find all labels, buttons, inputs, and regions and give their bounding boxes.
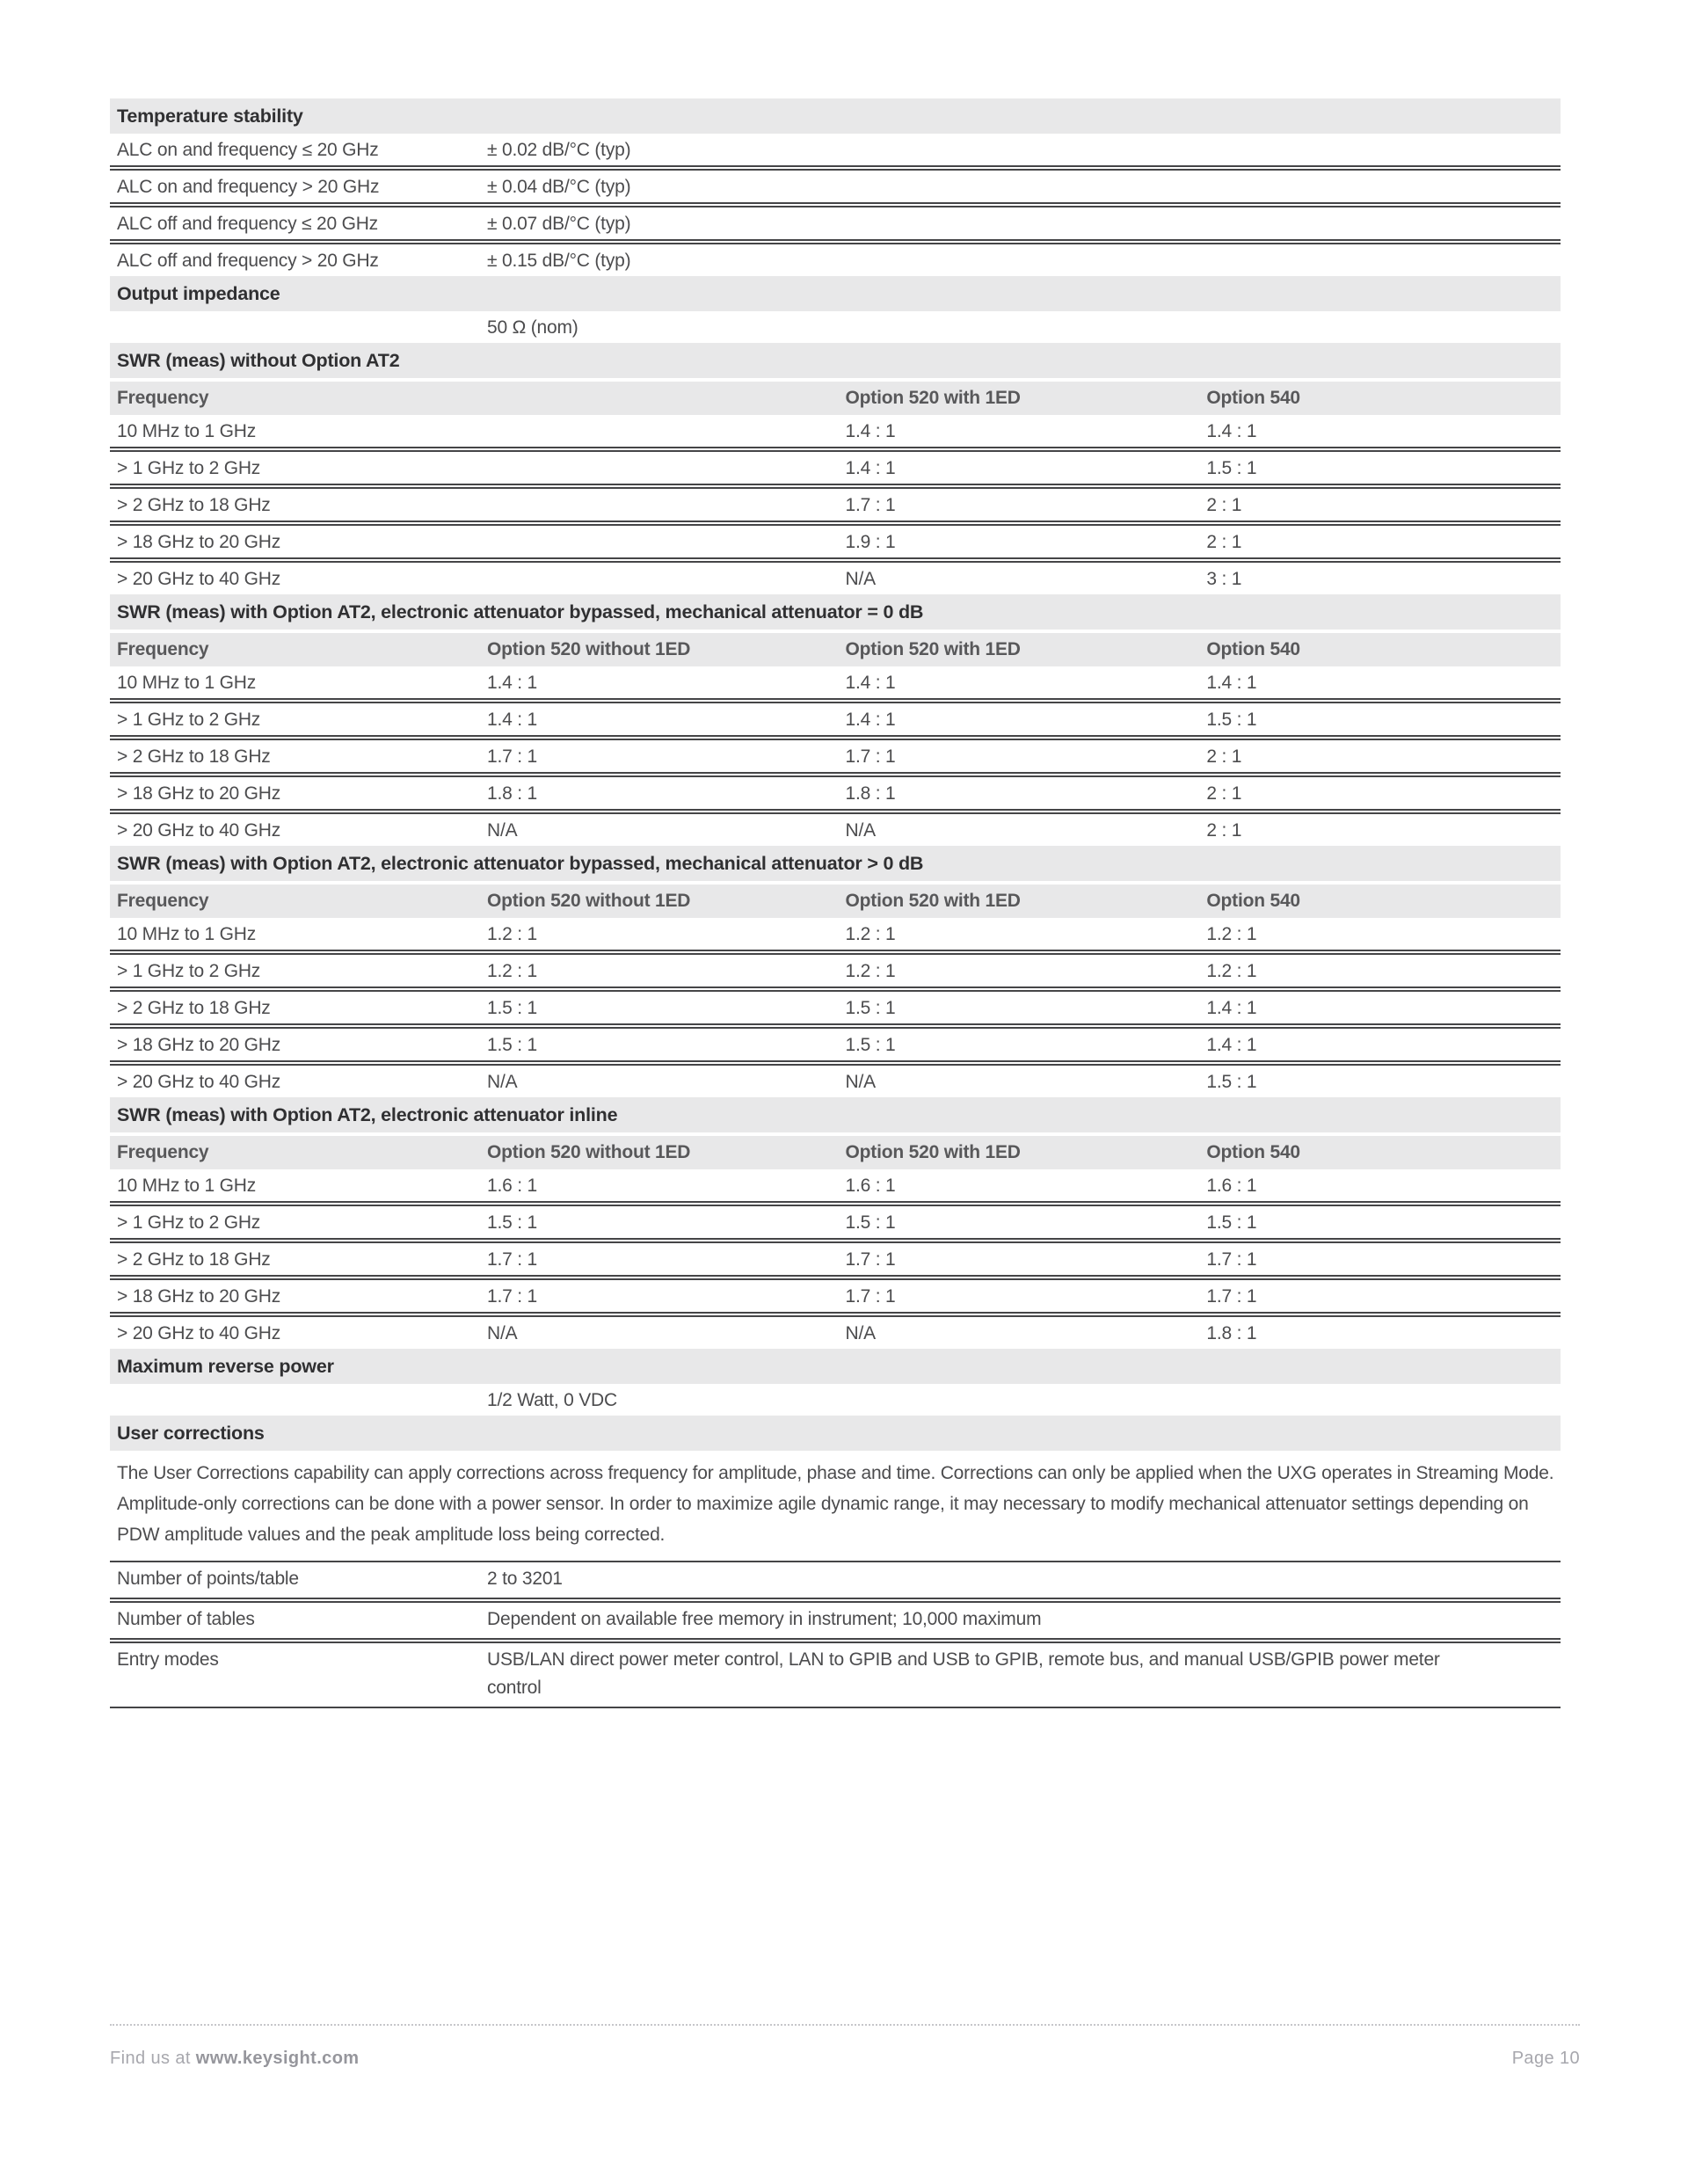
section-header-output-impedance [110, 276, 1561, 311]
column-header: Frequency [117, 388, 209, 408]
cell-value: 2 : 1 [1206, 783, 1242, 804]
cell-label: > 1 GHz to 2 GHz [117, 458, 261, 478]
cell-label: > 1 GHz to 2 GHz [117, 961, 261, 981]
cell-value: 50 Ω (nom) [487, 317, 578, 338]
table-row [110, 990, 1561, 1025]
table-row [110, 487, 1561, 522]
cell-label: > 18 GHz to 20 GHz [117, 532, 281, 552]
table-row [110, 775, 1561, 811]
column-header-row [110, 382, 1561, 415]
cell-value: ± 0.07 dB/°C (typ) [487, 214, 631, 234]
cell-value: 1.5 : 1 [845, 1035, 896, 1055]
cell-value: 1.2 : 1 [845, 924, 896, 944]
column-header: Option 520 without 1ED [487, 1142, 691, 1162]
cell-label: ALC off and frequency > 20 GHz [117, 251, 379, 271]
cell-label: > 1 GHz to 2 GHz [117, 1212, 261, 1233]
rows-group-output-impedance [110, 311, 1561, 343]
cell-value: 1.7 : 1 [1206, 1286, 1257, 1307]
table-row [110, 1315, 1561, 1349]
column-header: Option 520 without 1ED [487, 639, 691, 659]
rows-group-swr-at2-bypassed-mech-gt-0db [110, 918, 1561, 1097]
cell-value: 1.6 : 1 [1206, 1176, 1257, 1196]
cell-value: N/A [845, 1323, 876, 1343]
column-header: Option 540 [1206, 388, 1300, 408]
cell-label: > 20 GHz to 40 GHz [117, 820, 281, 841]
column-header: Frequency [117, 1142, 209, 1162]
cell-value: 2 : 1 [1206, 746, 1242, 767]
page-footer [110, 2024, 1580, 2069]
cell-value: 1.6 : 1 [487, 1176, 537, 1196]
cell-value: 1.4 : 1 [1206, 673, 1257, 693]
cell-value: ± 0.02 dB/°C (typ) [487, 140, 631, 160]
cell-label: > 18 GHz to 20 GHz [117, 783, 281, 804]
cell-value: 1.4 : 1 [845, 421, 896, 441]
table-row [110, 1601, 1561, 1640]
column-header: Frequency [117, 639, 209, 659]
column-header: Option 520 with 1ED [845, 639, 1021, 659]
column-header: Option 520 with 1ED [845, 388, 1021, 408]
section-title: Maximum reverse power [117, 1355, 334, 1377]
table-row [110, 243, 1561, 276]
cell-value: 1.7 : 1 [845, 495, 896, 515]
cell-value: 1.5 : 1 [487, 998, 537, 1018]
column-header-row [110, 885, 1561, 918]
table-row [110, 1642, 1561, 1708]
cell-label: > 20 GHz to 40 GHz [117, 569, 281, 589]
cell-value: N/A [845, 1072, 876, 1092]
table-row [110, 1169, 1561, 1203]
table-row [110, 1278, 1561, 1314]
cell-value: N/A [487, 1323, 518, 1343]
cell-label: > 2 GHz to 18 GHz [117, 998, 271, 1018]
rows-group-swr-at2-inline [110, 1169, 1561, 1349]
table-row [110, 415, 1561, 448]
section-title: Output impedance [117, 282, 280, 304]
cell-label: Number of tables [117, 1609, 255, 1629]
table-row [110, 134, 1561, 167]
section-title: SWR (meas) with Option AT2, electronic attenuator inline [117, 1103, 618, 1125]
cell-value: 1.2 : 1 [845, 961, 896, 981]
cell-value: 1.5 : 1 [1206, 1212, 1257, 1233]
cell-value: 1.5 : 1 [1206, 710, 1257, 730]
keysight-website-link[interactable]: www.keysight.com [195, 2049, 360, 2068]
cell-label: Entry modes [117, 1649, 219, 1670]
cell-value: 2 to 3201 [487, 1569, 563, 1589]
section-title: SWR (meas) with Option AT2, electronic attenuator bypassed, mechanical attenuator > 0 dB [117, 852, 924, 874]
section-title: SWR (meas) without Option AT2 [117, 349, 400, 371]
table-row [110, 812, 1561, 846]
cell-label: 10 MHz to 1 GHz [117, 673, 257, 693]
cell-value: 1.7 : 1 [487, 1249, 537, 1270]
table-row [110, 561, 1561, 594]
column-header: Option 540 [1206, 1142, 1300, 1162]
cell-value: 1.6 : 1 [845, 1176, 896, 1196]
table-row [110, 918, 1561, 951]
cell-label: ALC off and frequency ≤ 20 GHz [117, 214, 378, 234]
cell-value: 3 : 1 [1206, 569, 1242, 589]
cell-label: > 18 GHz to 20 GHz [117, 1035, 281, 1055]
cell-label: 10 MHz to 1 GHz [117, 924, 257, 944]
cell-value: 1.5 : 1 [487, 1212, 537, 1233]
section-title: User corrections [117, 1422, 265, 1444]
cell-value: 1.9 : 1 [845, 532, 896, 552]
cell-value: ± 0.15 dB/°C (typ) [487, 251, 631, 271]
cell-value: 1.5 : 1 [845, 1212, 896, 1233]
section-header-swr-without-option-at2 [110, 343, 1561, 378]
section-title: SWR (meas) with Option AT2, electronic attenuator bypassed, mechanical attenuator = 0 dB [117, 601, 924, 622]
column-header: Option 540 [1206, 891, 1300, 911]
table-row [110, 953, 1561, 988]
cell-value: 1.5 : 1 [1206, 1072, 1257, 1092]
cell-value: 1.7 : 1 [487, 746, 537, 767]
table-row [110, 1064, 1561, 1097]
cell-label: > 2 GHz to 18 GHz [117, 746, 271, 767]
cell-value: 1.8 : 1 [1206, 1323, 1257, 1343]
cell-label: ALC on and frequency > 20 GHz [117, 177, 380, 197]
column-header-row [110, 1136, 1561, 1169]
footer-find-us [110, 2049, 360, 2069]
cell-label: > 2 GHz to 18 GHz [117, 495, 271, 515]
cell-value: 2 : 1 [1206, 495, 1242, 515]
cell-label: 10 MHz to 1 GHz [117, 421, 257, 441]
cell-value: 1.4 : 1 [487, 673, 537, 693]
column-header-row [110, 633, 1561, 666]
section-header-swr-at2-bypassed-mech-gt-0db [110, 846, 1561, 881]
column-header: Frequency [117, 891, 209, 911]
page-number: Page 10 [1511, 2049, 1580, 2068]
cell-value: ± 0.04 dB/°C (typ) [487, 177, 631, 197]
cell-value: 1.4 : 1 [1206, 1035, 1257, 1055]
section-header-maximum-reverse-power [110, 1349, 1561, 1384]
spec-tables [110, 98, 1561, 1708]
rows-group-user-corrections [110, 1561, 1561, 1708]
cell-value: 1.4 : 1 [1206, 998, 1257, 1018]
column-header: Option 540 [1206, 639, 1300, 659]
cell-label: > 20 GHz to 40 GHz [117, 1323, 281, 1343]
table-row [110, 666, 1561, 700]
cell-value: 1.4 : 1 [845, 710, 896, 730]
section-header-temperature-stability [110, 98, 1561, 134]
cell-value: N/A [845, 820, 876, 841]
footer-find-us-prefix: Find us at [110, 2049, 196, 2068]
section-header-swr-at2-inline [110, 1097, 1561, 1132]
table-row [110, 1384, 1561, 1416]
cell-value: N/A [487, 820, 518, 841]
cell-value: 1.2 : 1 [1206, 961, 1257, 981]
cell-value: 1.5 : 1 [487, 1035, 537, 1055]
table-row [110, 1027, 1561, 1062]
section-title: Temperature stability [117, 105, 303, 127]
rows-group-swr-at2-bypassed-mech-0db [110, 666, 1561, 846]
cell-value: 1/2 Watt, 0 VDC [487, 1390, 617, 1410]
cell-label: Number of points/table [117, 1569, 299, 1589]
cell-value: N/A [845, 569, 876, 589]
cell-value: 1.7 : 1 [845, 746, 896, 767]
cell-value: 1.7 : 1 [845, 1286, 896, 1307]
table-row [110, 739, 1561, 774]
table-row [110, 450, 1561, 485]
cell-value: 1.2 : 1 [1206, 924, 1257, 944]
table-row [110, 524, 1561, 559]
table-row [110, 702, 1561, 737]
cell-value: 1.2 : 1 [487, 924, 537, 944]
cell-value: 1.5 : 1 [1206, 458, 1257, 478]
table-row [110, 1241, 1561, 1277]
cell-value: 1.4 : 1 [845, 673, 896, 693]
cell-value: 1.7 : 1 [845, 1249, 896, 1270]
cell-value: 1.4 : 1 [487, 710, 537, 730]
column-header: Option 520 with 1ED [845, 1142, 1021, 1162]
cell-value: 1.2 : 1 [487, 961, 537, 981]
table-row [110, 311, 1561, 343]
cell-value: Dependent on available free memory in instrument; 10,000 maximum [487, 1609, 1042, 1629]
table-row [110, 169, 1561, 204]
cell-value: 2 : 1 [1206, 820, 1242, 841]
cell-value: 1.7 : 1 [487, 1286, 537, 1307]
column-header: Option 520 without 1ED [487, 891, 691, 911]
table-row [110, 1205, 1561, 1240]
cell-value: USB/LAN direct power meter control, LAN to GPIB and USB to GPIB, remote bus, and manual USB/GPIB power meter control [487, 1649, 1440, 1698]
cell-value: 1.4 : 1 [845, 458, 896, 478]
cell-value: 1.4 : 1 [1206, 421, 1257, 441]
column-header: Option 520 with 1ED [845, 891, 1021, 911]
rows-group-maximum-reverse-power [110, 1384, 1561, 1416]
cell-value: 1.8 : 1 [845, 783, 896, 804]
cell-label: ALC on and frequency ≤ 20 GHz [117, 140, 379, 160]
cell-label: 10 MHz to 1 GHz [117, 1176, 257, 1196]
cell-value: 1.7 : 1 [1206, 1249, 1257, 1270]
cell-value: 1.5 : 1 [845, 998, 896, 1018]
section-header-user-corrections [110, 1416, 1561, 1451]
table-row [110, 206, 1561, 241]
cell-label: > 2 GHz to 18 GHz [117, 1249, 271, 1270]
user-corrections-description: The User Corrections capability can apply corrections across frequency for amplitude, phase and time. Corrections can only be applied when the UXG operates in Streaming Mode. Amplitude-only corrections can be done with a power sensor. In order to maximize agile dynamic range, it may necessary to modify mechanical attenuator settings depending on PDW amplitude values and the peak amplitude loss being corrected. [117, 1463, 1554, 1545]
cell-value: 1.8 : 1 [487, 783, 537, 804]
section-header-swr-at2-bypassed-mech-0db [110, 594, 1561, 630]
cell-value: N/A [487, 1072, 518, 1092]
table-row [110, 1561, 1561, 1599]
rows-group-swr-without-option-at2 [110, 415, 1561, 594]
cell-value: 2 : 1 [1206, 532, 1242, 552]
rows-group-temperature-stability [110, 134, 1561, 276]
cell-label: > 18 GHz to 20 GHz [117, 1286, 281, 1307]
cell-label: > 20 GHz to 40 GHz [117, 1072, 281, 1092]
cell-label: > 1 GHz to 2 GHz [117, 710, 261, 730]
